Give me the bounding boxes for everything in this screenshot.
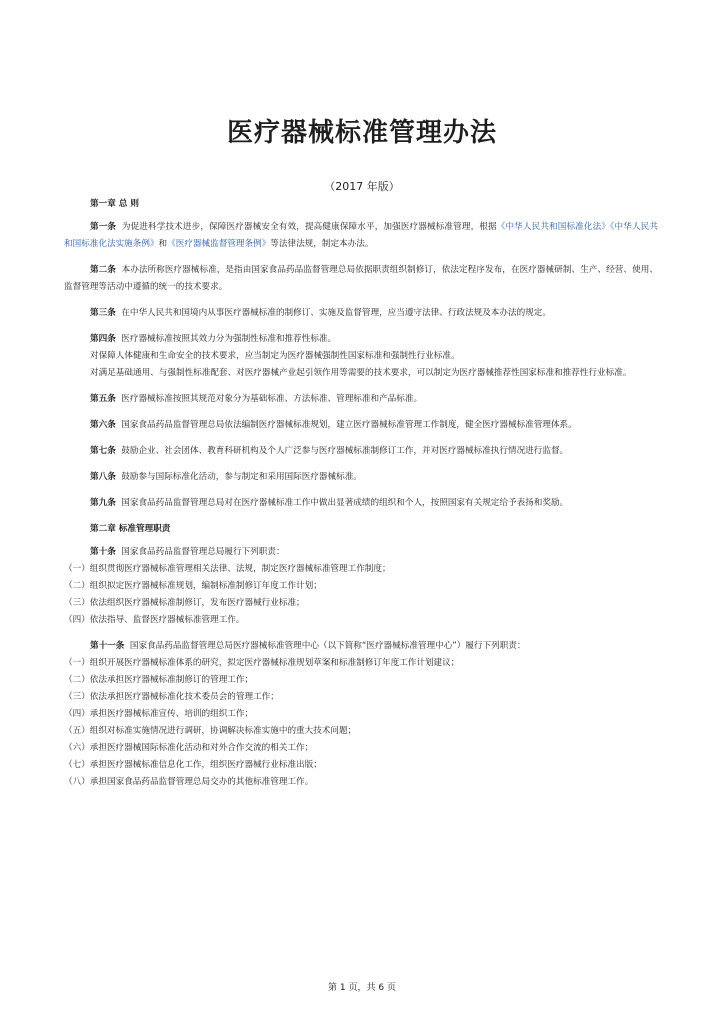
article-text: 等法律法规，制定本办法。	[270, 239, 374, 249]
list-item: （四）承担医疗器械标准宣传、培训的组织工作；	[64, 709, 254, 719]
article-label: 第二条	[90, 265, 116, 275]
list-item: （五）组织对标准实施情况进行调研，协调解决标准实施中的重大技术问题；	[64, 726, 357, 736]
list-item: （二）组织拟定医疗器械标准规划，编制标准制修订年度工作计划；	[64, 581, 322, 591]
law-link-supervision[interactable]: 《医疗器械监督管理条例》	[167, 239, 271, 249]
list-item: （二）依法承担医疗器械标准制修订的管理工作；	[64, 675, 254, 685]
list-item: （六）承担医疗器械国际标准化活动和对外合作交流的相关工作；	[64, 743, 314, 753]
document-title: 医疗器械标准管理办法	[226, 118, 497, 148]
article-text: 鼓励参与国际标准化活动，参与制定和采用国际医疗器械标准。	[121, 472, 362, 482]
article-8	[64, 469, 658, 486]
article-label: 第三条	[90, 308, 116, 318]
article-11	[64, 638, 658, 655]
article-text: 为促进科学技术进步，保障医疗器械安全有效，提高健康保障水平，加强医疗器械标准管理，根据	[121, 222, 497, 232]
article-label: 第四条	[90, 334, 116, 344]
list-item: （七）承担医疗器械标准信息化工作，组织医疗器械行业标准出版；	[64, 760, 322, 770]
article-label: 第一条	[90, 222, 117, 232]
article-text: 在中华人民共和国境内从事医疗器械标准的制修订、实施及监督管理，应当遵守法律、行政法规及本办法的规定。	[121, 308, 551, 318]
law-link-standardization[interactable]: 《中华人民共和国标准化法》	[496, 222, 611, 232]
article-text: 本办法所称医疗器械标准，是指由国家食品药品监督管理总局依据职责组织制修订，依法定程序发布，在医疗器械研制、生产、经营、使用、监督管理等活动中遵循的统一的技术要求。	[64, 265, 658, 292]
law-link-implementation[interactable]: 《中华人民共和国标准化法实施条例》	[64, 222, 658, 249]
article-1	[64, 219, 658, 253]
chapter-heading: 第一章 总 则	[90, 199, 139, 209]
article-text: 医疗器械标准按照其规范对象分为基础标准、方法标准、管理标准和产品标准。	[121, 394, 423, 404]
article-text: 国家食品药品监督管理总局对在医疗器械标准工作中做出显著成绩的组织和个人，按照国家有关规定给予表扬和奖励。	[121, 498, 569, 508]
article-label: 第八条	[90, 472, 116, 482]
article-label: 第十一条	[90, 641, 125, 651]
chapter-heading: 第二章 标准管理职责	[90, 524, 171, 534]
page-number: 第 1 页，共 6 页	[328, 983, 396, 993]
article-9	[64, 495, 658, 512]
article-2	[64, 262, 658, 296]
list-item: （八）承担国家食品药品监督管理总局交办的其他标准管理工作。	[64, 777, 314, 787]
article-text: 国家食品药品监督管理总局依法编制医疗器械标准规划，建立医疗器械标准管理工作制度，健全医疗器械标准管理体系。	[121, 420, 577, 430]
article-label: 第九条	[90, 498, 116, 508]
article-label: 第五条	[90, 394, 116, 404]
list-item: （一）组织贯彻医疗器械标准管理相关法律、法规，制定医疗器械标准管理工作制度；	[64, 564, 391, 574]
article-3	[64, 305, 658, 322]
list-item: （四）依法指导、监督医疗器械标准管理工作。	[64, 615, 245, 625]
edition-label: （2017 年版）	[324, 180, 400, 193]
list-item: （三）依法组织医疗器械标准制修订，发布医疗器械行业标准；	[64, 598, 305, 608]
article-6	[64, 417, 658, 434]
article-text: 医疗器械标准按照其效力分为强制性标准和推荐性标准。	[121, 334, 337, 344]
article-10	[64, 544, 658, 561]
article-5	[64, 391, 658, 408]
article-text: 国家食品药品监督管理总局履行下列职责：	[121, 547, 285, 557]
article-4-para-2: 对保障人体健康和生命安全的技术要求，应当制定为医疗器械强制性国家标准和强制性行业标准。	[90, 351, 460, 361]
article-label: 第十条	[90, 547, 116, 557]
list-item: （一）组织开展医疗器械标准体系的研究，拟定医疗器械标准规划草案和标准制修订年度工作计划建议；	[64, 658, 460, 668]
document-body	[64, 196, 658, 791]
article-text: 和	[158, 239, 168, 249]
article-text: 国家食品药品监督管理总局医疗器械标准管理中心（以下简称“医疗器械标准管理中心”）履行下列职责：	[129, 641, 526, 651]
article-4-para-3: 对满足基础通用、与强制性标准配套、对医疗器械产业起引领作用等需要的技术要求，可以制定为医疗器械推荐性国家标准和推荐性行业标准。	[90, 368, 632, 378]
list-item: （三）依法承担医疗器械标准化技术委员会的管理工作；	[64, 692, 279, 702]
article-label: 第六条	[90, 420, 116, 430]
article-label: 第七条	[90, 446, 116, 456]
article-text: 鼓励企业、社会团体、教育科研机构及个人广泛参与医疗器械标准制修订工作，并对医疗器械标准执行情况进行监督。	[121, 446, 569, 456]
article-4	[64, 331, 658, 348]
article-7	[64, 443, 658, 460]
